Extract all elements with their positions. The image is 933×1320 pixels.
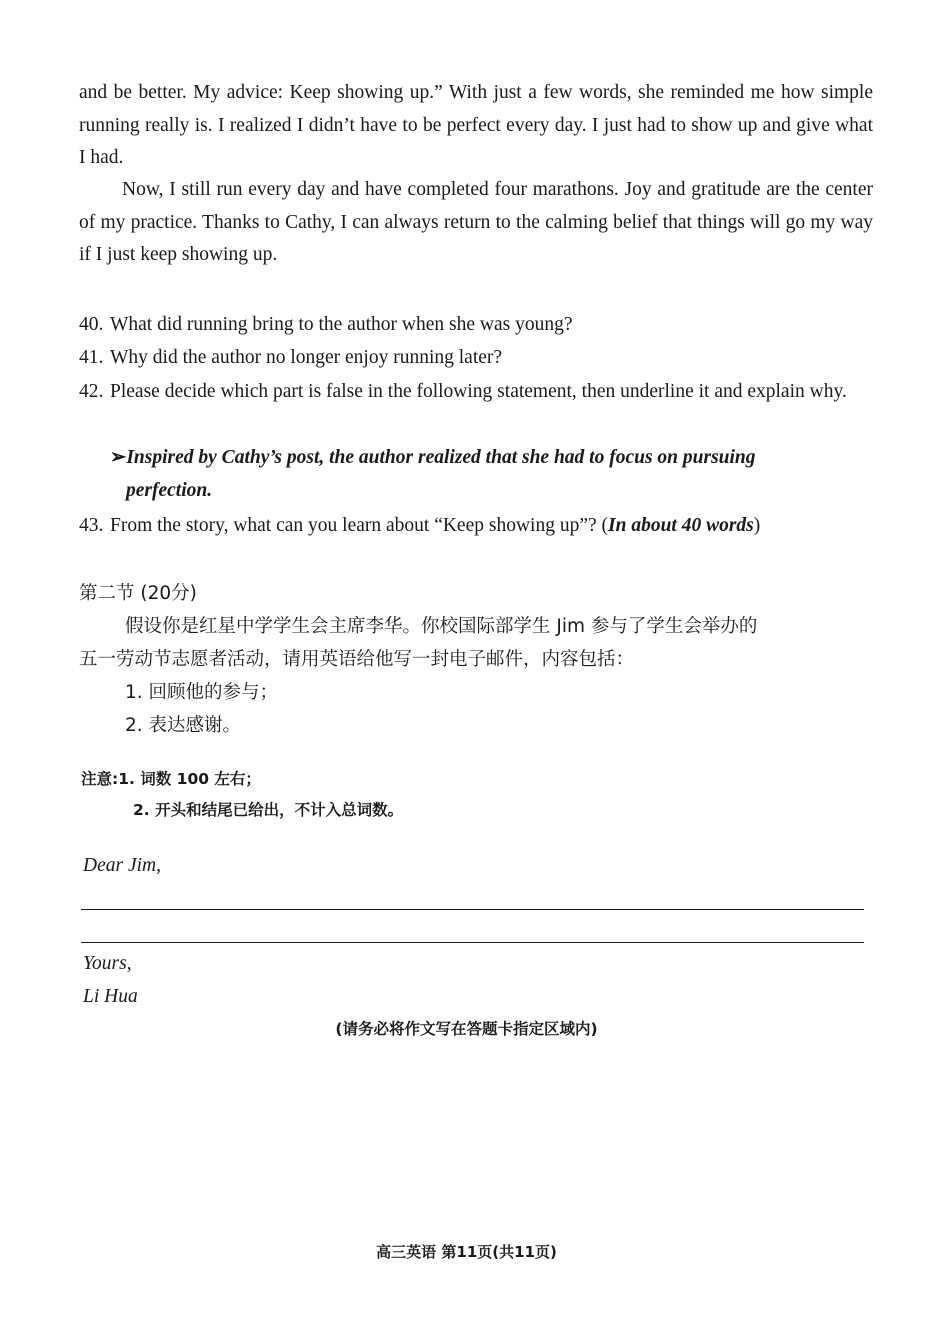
question-42-text: Please decide which part is false in the following statement, then underline it and explain why.	[110, 381, 847, 402]
prompt-point-2: 2. 表达感谢。	[125, 715, 242, 736]
false-statement	[110, 441, 870, 507]
question-number: 41.	[79, 347, 104, 368]
letter-closing: Yours,	[83, 953, 132, 974]
answer-sheet-instruction: (请务必将作文写在答题卡指定区域内)	[335, 1020, 598, 1038]
question-number: 40.	[79, 314, 104, 335]
writing-prompt-line-2: 五一劳动节志愿者活动，请用英语给他写一封电子邮件，内容包括：	[79, 649, 635, 670]
letter-salutation: Dear Jim,	[83, 855, 161, 876]
question-40	[79, 308, 873, 341]
writing-line-1	[81, 909, 864, 910]
section-heading: 第二节 (20分)	[79, 583, 197, 604]
statement-line-1: Inspired by Cathy’s post, the author realized that she had to focus on pursuing	[126, 447, 756, 468]
note-label: 注意:	[81, 770, 119, 788]
page-footer: 高三英语 第11页(共11页)	[376, 1243, 557, 1261]
question-text: What did running bring to the author when she was young?	[110, 314, 573, 335]
question-43	[79, 509, 873, 542]
question-text-end: )	[753, 515, 761, 536]
prompt-point-1: 1. 回顾他的参与；	[125, 682, 279, 703]
arrow-bullet-icon: ➢	[110, 447, 127, 468]
question-number: 43.	[79, 515, 104, 536]
word-limit-note: In about 40 words	[608, 515, 754, 536]
question-text: From the story, what can you learn about “Keep showing up”? (	[110, 515, 609, 536]
statement-line-2: perfection.	[126, 480, 213, 501]
note-1: 注意:1. 词数 100 左右；	[81, 770, 261, 788]
question-41	[79, 341, 873, 374]
question-text: Why did the author no longer enjoy running later?	[110, 347, 503, 368]
letter-signature: Li Hua	[83, 986, 138, 1007]
question-42-number: 42.	[79, 381, 104, 402]
writing-line-2	[81, 942, 864, 943]
passage-paragraph-2: Now, I still run every day and have completed four marathons. Joy and gratitude are the center of my practice. Thanks to Cathy, I can always return to the calming belief that things will go my way if I just keep showing up.	[79, 179, 873, 265]
note-2: 2. 开头和结尾已给出，不计入总词数。	[133, 801, 404, 819]
passage-paragraph-1: and be better. My advice: Keep showing up.” With just a few words, she reminded me how simple running really is. I realized I didn’t have to be perfect every day. I just had to show up and give what I had.	[79, 82, 873, 168]
writing-prompt-line-1: 假设你是红星中学学生会主席李华。你校国际部学生 Jim 参与了学生会举办的	[125, 616, 758, 637]
